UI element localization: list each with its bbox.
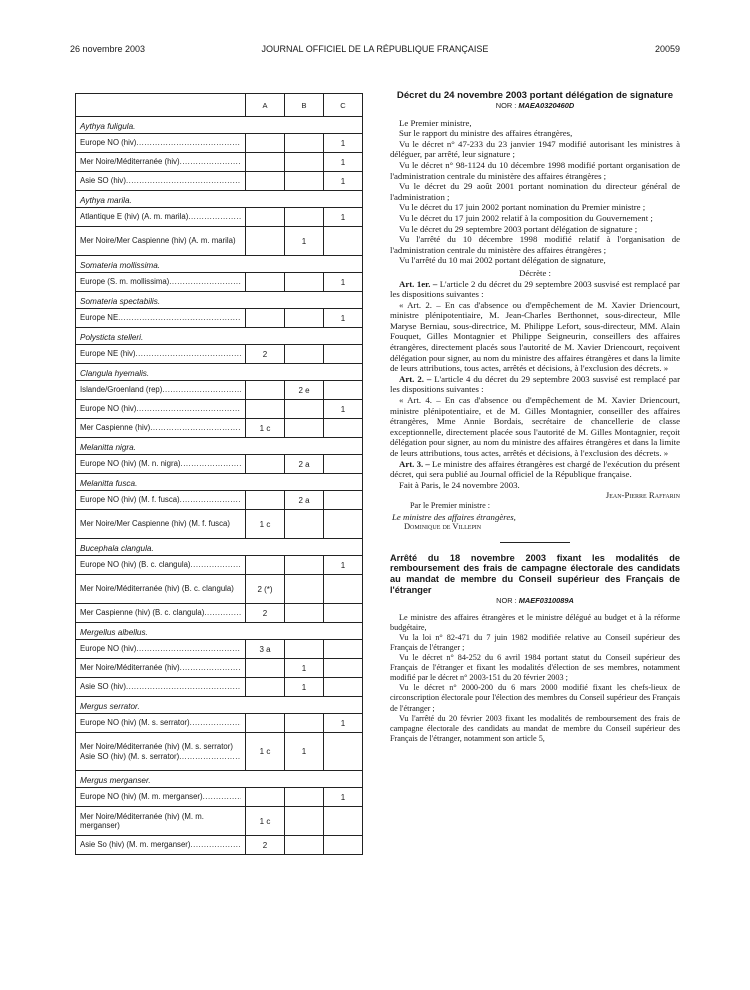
status-cell-c	[324, 659, 363, 678]
arrete-visa: Le ministre des affaires étrangères et le ministre délégué au budget et à la réforme budgétaire,	[390, 612, 680, 632]
population-label: Europe NO (hiv) (B. c. clangula) .....	[80, 560, 241, 570]
population-label: Europe NO (hiv) (M. s. serrator) .....	[80, 718, 241, 728]
table-row	[76, 227, 363, 256]
population-label: Europe NO (hiv) (M. m. merganser) .....	[80, 792, 241, 802]
table-row	[76, 510, 363, 539]
species-group-row	[76, 191, 363, 208]
species-name: Bucephala clangula.	[76, 539, 363, 556]
species-name: Mergus serrator.	[76, 697, 363, 714]
art2-text: L'article 4 du décret du 29 septembre 2003 susvisé est remplacé par les dispositions suivantes :	[390, 373, 681, 395]
status-cell-c	[324, 575, 363, 604]
table-row	[76, 208, 363, 227]
section-divider	[500, 542, 570, 543]
arrete-nor	[390, 596, 680, 607]
species-group-row	[76, 623, 363, 640]
decret-visa: Vu le décret n° 47-233 du 23 janvier 1947 modifié autorisant les ministres à déléguer, par arrêté, leur signature ;	[390, 138, 680, 160]
arrete-title: Arrêté du 18 novembre 2003 fixant les modalités de remboursement des frais de campagne électorale des candidats au mandat de membre du Conseil supérieur des Français de l'étranger	[390, 552, 680, 595]
population-cell	[76, 419, 246, 438]
population-label: Europe NO (hiv) .....	[80, 404, 241, 414]
table-row	[76, 400, 363, 419]
population-label: Mer Noire/Méditerranée (hiv) (M. m. merganser)	[80, 811, 204, 830]
decret-par: Par le Premier ministre :	[410, 500, 491, 510]
status-cell-b	[285, 788, 324, 807]
status-cell-b: 1	[285, 733, 324, 771]
decret-decrete: Décrète :	[519, 267, 551, 278]
species-group-row	[76, 364, 363, 381]
status-cell-c	[324, 733, 363, 771]
decret-article-3	[390, 459, 680, 480]
table-row	[76, 134, 363, 153]
species-name: Aythya marila.	[76, 191, 363, 208]
population-cell	[76, 640, 246, 659]
status-cell-a: 3 a	[246, 640, 285, 659]
species-name: Clangula hyemalis.	[76, 364, 363, 381]
species-name: Somateria spectabilis.	[76, 292, 363, 309]
population-cell	[76, 455, 246, 474]
table-row	[76, 273, 363, 292]
status-cell-b	[285, 604, 324, 623]
table-header-col-c: C	[324, 94, 363, 117]
population-cell	[76, 309, 246, 328]
species-name: Mergellus albellus.	[76, 623, 363, 640]
population-label: Asie SO (hiv) .....	[80, 176, 241, 186]
status-cell-a	[246, 153, 285, 172]
population-label: Asie So (hiv) (M. m. merganser) .....	[80, 840, 241, 850]
status-cell-a	[246, 400, 285, 419]
status-cell-b	[285, 575, 324, 604]
species-group-row	[76, 117, 363, 134]
population-label: Atlantique E (hiv) (A. m. marila) .....	[80, 212, 241, 222]
status-cell-c	[324, 836, 363, 855]
table-row	[76, 345, 363, 364]
header-page-number: 20059	[654, 44, 680, 54]
population-cell	[76, 788, 246, 807]
art3-label: Art. 3. –	[399, 458, 430, 469]
table-row	[76, 733, 363, 771]
population-label: Europe (S. m. mollissima) .....	[80, 277, 241, 287]
population-cell	[76, 807, 246, 836]
table-row	[76, 678, 363, 697]
status-cell-b	[285, 208, 324, 227]
status-cell-c: 1	[324, 134, 363, 153]
status-cell-a: 1 c	[246, 419, 285, 438]
population-label: Mer Noire/Méditerranée (hiv) (B. c. clangula)	[80, 584, 234, 594]
status-cell-a	[246, 659, 285, 678]
art2-label: Art. 2. –	[399, 373, 432, 384]
decret-fait: Fait à Paris, le 24 novembre 2003.	[399, 479, 520, 490]
table-row	[76, 381, 363, 400]
decret-nor	[390, 101, 680, 112]
population-cell	[76, 678, 246, 697]
table-row	[76, 659, 363, 678]
status-cell-c: 1	[324, 309, 363, 328]
table-row	[76, 836, 363, 855]
table-row	[76, 172, 363, 191]
population-label: Islande/Groenland (rep) .....	[80, 385, 241, 395]
table-header-col-a: A	[246, 94, 285, 117]
status-cell-a: 2 (*)	[246, 575, 285, 604]
species-group-row	[76, 697, 363, 714]
population-cell	[76, 659, 246, 678]
population-label: Europe NE (hiv) .....	[80, 349, 241, 359]
decret-visa: Vu l'arrêté du 10 mai 2002 portant délégation de signature,	[399, 255, 606, 266]
status-cell-a	[246, 227, 285, 256]
population-cell	[76, 733, 246, 771]
status-cell-b: 1	[285, 227, 324, 256]
table-row	[76, 153, 363, 172]
population-cell	[76, 227, 246, 256]
status-cell-b	[285, 836, 324, 855]
status-cell-c	[324, 455, 363, 474]
population-cell	[76, 714, 246, 733]
population-label: Mer Noire/Méditerranée (hiv) (M. s. serrator)	[80, 742, 233, 751]
decret-visa: Vu le décret du 29 septembre 2003 portant délégation de signature ;	[399, 223, 638, 234]
status-cell-b	[285, 714, 324, 733]
species-name: Polysticta stelleri.	[76, 328, 363, 345]
status-cell-b: 2 e	[285, 381, 324, 400]
decret-nor-code: MAEA0320460D	[518, 101, 575, 110]
species-table-body	[76, 117, 363, 855]
status-cell-b	[285, 510, 324, 539]
table-row	[76, 640, 363, 659]
status-cell-c	[324, 345, 363, 364]
page-header	[70, 44, 680, 58]
species-group-row	[76, 292, 363, 309]
arrete-nor-code: MAEF0310089A	[518, 596, 574, 606]
status-cell-c	[324, 604, 363, 623]
decret-article-1-quote: « Art. 2. – En cas d'absence ou d'empêchement de M. Xavier Driencourt, ministre plénipotentiaire, M. Jean-Charles Berthonnet, sous-directeur, Mlle Maryse Berniau, sous-directrice, M. Philippe Lefort, sous-directeur, MM. Alain Fouquet, Gilles Montagnier et Philippe Seigneurin, conseillers des affaires étrangères, directement placés sous l'autorité de M. Xavier Driencourt, reçoivent délégation pour signer, au nom du ministre des affaires étrangères et dans la limite de leurs attributions, tous actes, arrêtés et décisions, à l'exclusion des décrets. »	[390, 299, 680, 374]
status-cell-b	[285, 345, 324, 364]
status-cell-c: 1	[324, 273, 363, 292]
status-cell-b	[285, 419, 324, 438]
decret-article-2-quote: « Art. 4. – En cas d'absence ou d'empêchement de M. Xavier Driencourt, ministre plénipotentiaire, et de M. Gilles Montagnier, conseiller des affaires étrangères, Mme Annie Bordais, secrétaire de chancellerie de classe exceptionnelle, directement placée sous l'autorité de M. Gilles Montagnier, reçoit délégation pour signer, au nom du ministre des affaires étrangères et dans la limite de leurs attributions, tous actes, arrêtés et décisions, à l'exclusion des décrets. »	[390, 395, 680, 458]
population-label: Mer Caspienne (hiv) (B. c. clangula) .....	[80, 608, 241, 618]
art3-text: Le ministre des affaires étrangères est chargé de l'exécution du présent décret, qui sera publié au Journal officiel de la République française.	[390, 458, 680, 480]
species-name: Mergus merganser.	[76, 771, 363, 788]
population-label: Asie SO (hiv) .....	[80, 682, 241, 692]
species-group-row	[76, 539, 363, 556]
table-row	[76, 714, 363, 733]
species-name: Aythya fuligula.	[76, 117, 363, 134]
status-cell-a: 1 c	[246, 733, 285, 771]
status-cell-b	[285, 400, 324, 419]
decret-signature: Jean-Pierre Raffarin	[605, 490, 680, 501]
art1-text: L'article 2 du décret du 29 septembre 2003 susvisé est remplacé par les dispositions suivantes :	[390, 278, 680, 300]
status-cell-a	[246, 381, 285, 400]
species-name: Somateria mollissima.	[76, 256, 363, 273]
population-label: Mer Noire/Méditerranée (hiv) .....	[80, 663, 241, 673]
arrete-visas	[390, 613, 680, 744]
population-label: Europe NO (hiv) .....	[80, 138, 241, 148]
population-cell	[76, 134, 246, 153]
table-row	[76, 455, 363, 474]
species-group-row	[76, 771, 363, 788]
population-cell	[76, 208, 246, 227]
status-cell-c	[324, 807, 363, 836]
population-label: Europe NO (hiv) .....	[80, 644, 241, 654]
status-cell-a	[246, 714, 285, 733]
decret-visas	[390, 118, 680, 266]
status-cell-a: 1 c	[246, 510, 285, 539]
population-label: Mer Caspienne (hiv) .....	[80, 423, 241, 433]
status-cell-b: 2 a	[285, 491, 324, 510]
status-cell-c: 1	[324, 788, 363, 807]
status-cell-a	[246, 678, 285, 697]
status-cell-b	[285, 640, 324, 659]
population-cell	[76, 556, 246, 575]
status-cell-a: 1 c	[246, 807, 285, 836]
population-label: Mer Noire/Méditerranée (hiv) .....	[80, 157, 241, 167]
status-cell-b	[285, 172, 324, 191]
header-date: 26 novembre 2003	[70, 44, 146, 54]
decret-visa: Vu le décret du 29 août 2001 portant nomination du directeur général de l'administration ;	[390, 181, 680, 202]
status-cell-b	[285, 807, 324, 836]
status-cell-c	[324, 419, 363, 438]
population-cell	[76, 604, 246, 623]
status-cell-a	[246, 788, 285, 807]
table-row	[76, 309, 363, 328]
status-cell-a	[246, 134, 285, 153]
species-group-row	[76, 256, 363, 273]
decret-visa: Vu le décret n° 98-1124 du 10 décembre 1998 modifié portant organisation de l'administration centrale du ministère des affaires étrangères ;	[390, 159, 680, 181]
decret-article-2	[390, 374, 680, 395]
population-label: Mer Noire/Mer Caspienne (hiv) (A. m. marila)	[80, 236, 236, 246]
art1-label: Art. 1er. –	[399, 278, 438, 289]
status-cell-c	[324, 491, 363, 510]
status-cell-c: 1	[324, 172, 363, 191]
status-cell-c	[324, 510, 363, 539]
decret-visa: Vu le décret du 17 juin 2002 relatif à la composition du Gouvernement ;	[399, 212, 653, 223]
population-cell	[76, 381, 246, 400]
table-header-col-b: B	[285, 94, 324, 117]
status-cell-c: 1	[324, 714, 363, 733]
population-cell	[76, 153, 246, 172]
status-cell-b	[285, 153, 324, 172]
table-row	[76, 419, 363, 438]
table-row	[76, 556, 363, 575]
species-group-row	[76, 438, 363, 455]
table-row	[76, 604, 363, 623]
status-cell-b: 1	[285, 659, 324, 678]
population-cell	[76, 273, 246, 292]
status-cell-c: 1	[324, 153, 363, 172]
status-cell-a: 2	[246, 836, 285, 855]
status-cell-b: 2 a	[285, 455, 324, 474]
population-label: Mer Noire/Mer Caspienne (hiv) (M. f. fusca)	[80, 519, 230, 529]
species-table	[75, 93, 363, 855]
status-cell-a	[246, 309, 285, 328]
status-cell-c: 1	[324, 556, 363, 575]
population-label: Europe NE .....	[80, 313, 241, 323]
status-cell-c	[324, 227, 363, 256]
population-cell	[76, 836, 246, 855]
population-cell	[76, 400, 246, 419]
status-cell-b	[285, 556, 324, 575]
status-cell-b	[285, 309, 324, 328]
status-cell-a	[246, 556, 285, 575]
table-row	[76, 491, 363, 510]
decret-title: Décret du 24 novembre 2003 portant délégation de signature	[396, 90, 674, 101]
population-label: Europe NO (hiv) (M. f. fusca) .....	[80, 495, 241, 505]
decret-nor-label: NOR :	[495, 101, 517, 110]
table-row	[76, 807, 363, 836]
decret-visa: Vu l'arrêté du 10 décembre 1998 modifié relatif à l'organisation de l'administration centrale du ministère des affaires étrangères ;	[390, 234, 680, 255]
status-cell-c	[324, 640, 363, 659]
status-cell-a: 2	[246, 604, 285, 623]
decret-minister-title: Le ministre des affaires étrangères,	[392, 511, 516, 522]
species-group-row	[76, 328, 363, 345]
status-cell-c: 1	[324, 208, 363, 227]
status-cell-a	[246, 491, 285, 510]
decret-visa: Le Premier ministre,	[399, 117, 472, 128]
status-cell-a	[246, 273, 285, 292]
arrete-nor-label: NOR :	[496, 596, 517, 606]
status-cell-c	[324, 381, 363, 400]
status-cell-c	[324, 678, 363, 697]
decret-visa: Vu le décret du 17 juin 2002 portant nomination du Premier ministre ;	[399, 202, 646, 213]
species-name: Melanitta fusca.	[76, 474, 363, 491]
status-cell-a	[246, 208, 285, 227]
population-cell	[76, 510, 246, 539]
population-label: Europe NO (hiv) (M. n. nigra) .....	[80, 459, 241, 469]
status-cell-a: 2	[246, 345, 285, 364]
status-cell-a	[246, 172, 285, 191]
table-row	[76, 788, 363, 807]
population-cell	[76, 491, 246, 510]
table-header-row	[76, 94, 363, 117]
decret-article-1	[390, 279, 680, 300]
arrete-visa: Vu la loi n° 82-471 du 7 juin 1982 modifiée relative au Conseil supérieur des Français de l'étranger ;	[390, 632, 680, 652]
decret-minister-name: Dominique de Villepin	[404, 522, 482, 532]
species-group-row	[76, 474, 363, 491]
arrete-visa: Vu le décret n° 2000-200 du 6 mars 2000 modifié fixant les chefs-lieux de circonscription électorale pour l'élection des membres du Conseil supérieur des Français de l'étranger ;	[390, 683, 680, 713]
table-header-blank	[76, 94, 246, 117]
arrete-visa: Vu le décret n° 84-252 du 6 avril 1984 portant statut du Conseil supérieur des Français de l'étranger et fixant les modalités d'élection de ses membres, notamment modifié par le décret n° 2003-151 du 20 février 2003 ;	[390, 653, 680, 683]
population-cell	[76, 575, 246, 604]
population-cell	[76, 345, 246, 364]
species-name: Melanitta nigra.	[76, 438, 363, 455]
decret-visa: Sur le rapport du ministre des affaires étrangères,	[399, 128, 573, 139]
header-journal-title: JOURNAL OFFICIEL DE LA RÉPUBLIQUE FRANÇAISE	[261, 44, 489, 54]
status-cell-c: 1	[324, 400, 363, 419]
population-cell	[76, 172, 246, 191]
right-column	[390, 90, 680, 744]
population-label-secondary: Asie SO (hiv) (M. s. serrator) .....	[80, 752, 241, 762]
status-cell-b: 1	[285, 678, 324, 697]
status-cell-b	[285, 273, 324, 292]
table-row	[76, 575, 363, 604]
status-cell-a	[246, 455, 285, 474]
arrete-visa: Vu l'arrêté du 20 février 2003 fixant les modalités de remboursement des frais de campagne électorale des candidats au mandat de membre du Conseil supérieur des Français de l'étranger, notamment son article 5,	[390, 713, 680, 743]
status-cell-b	[285, 134, 324, 153]
